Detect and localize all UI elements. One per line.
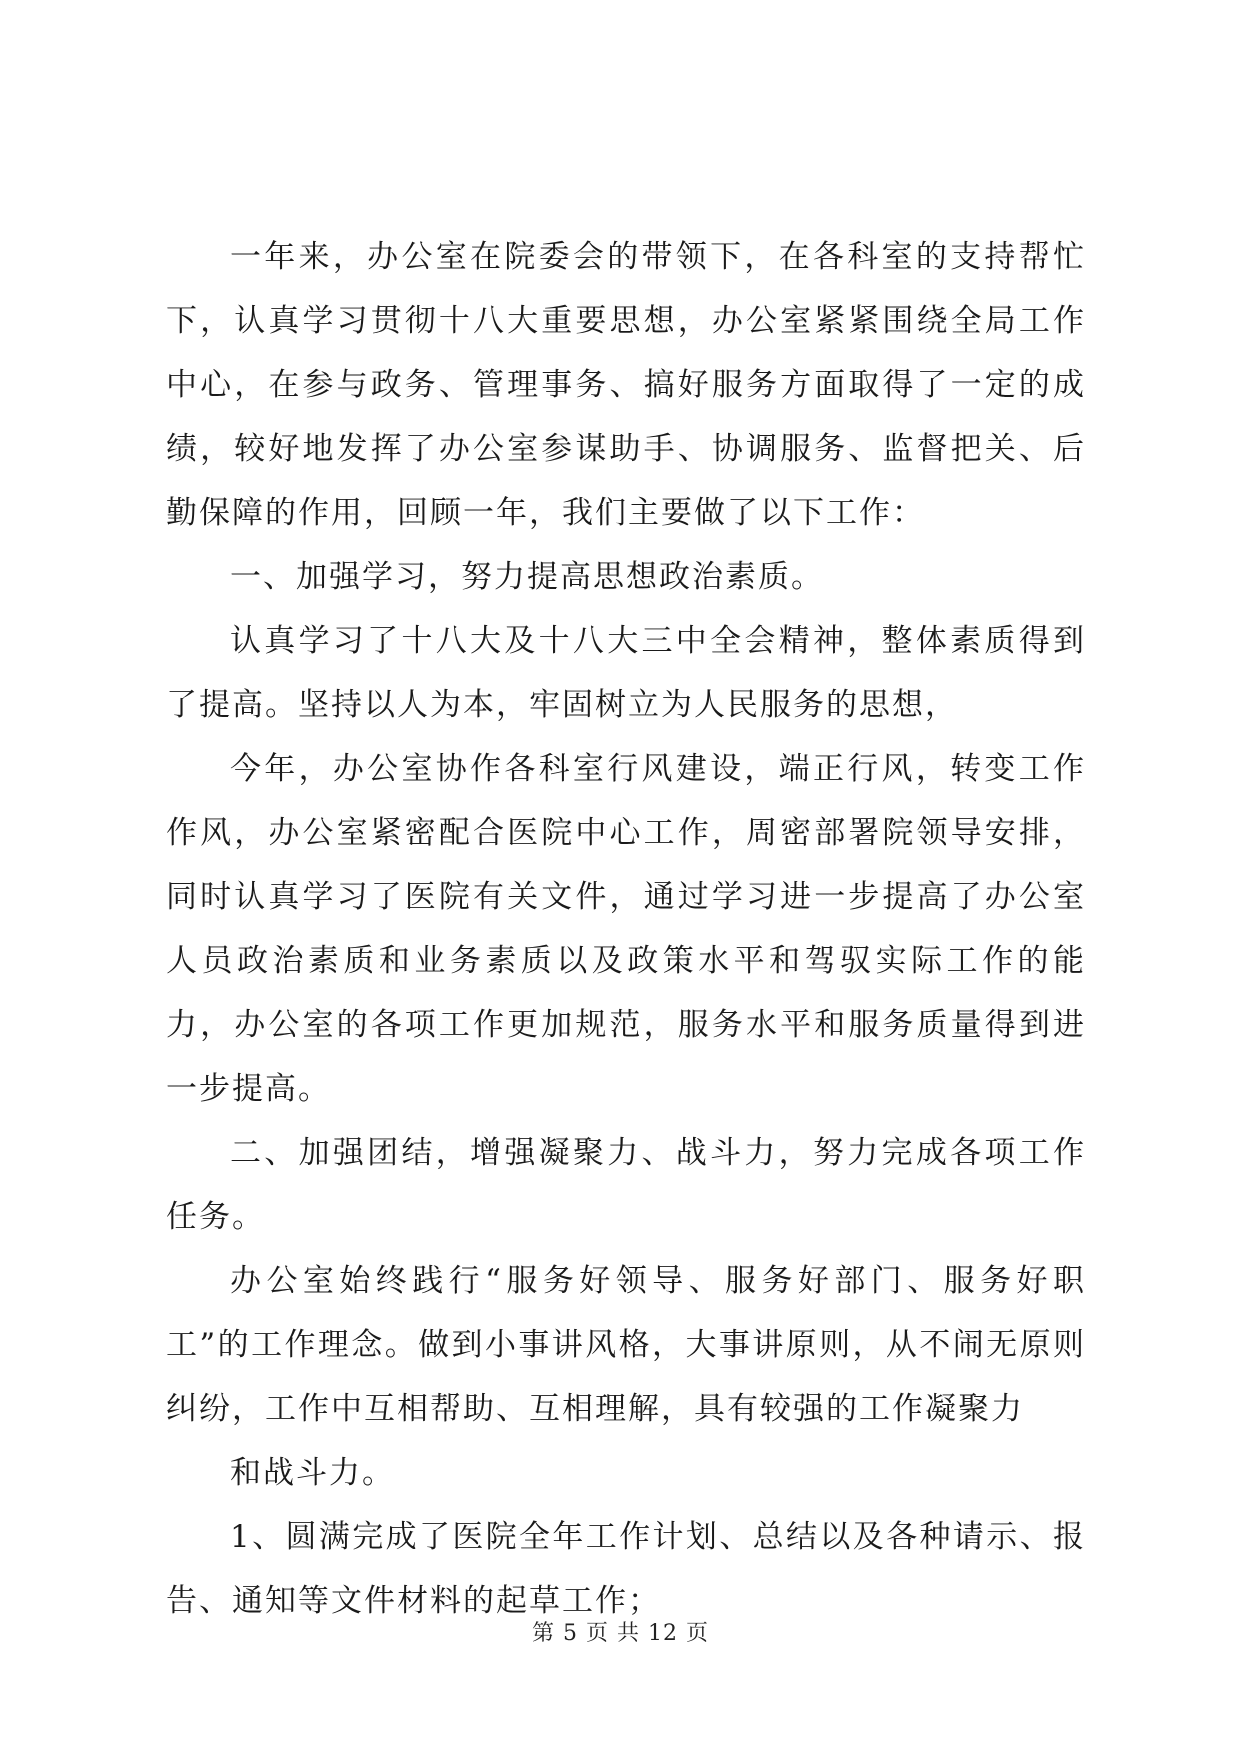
document-body bbox=[166, 225, 1086, 1633]
paragraph-service-concept: 办公室始终践行“服务好领导、服务好部门、服务好职工”的工作理念。做到小事讲风格，大事讲原则，从不闹无原则纠纷，工作中互相帮助、互相理解，具有较强的工作凝聚力 bbox=[166, 1263, 1086, 1427]
paragraph-fighting-power: 和战斗力。 bbox=[230, 1455, 395, 1491]
paragraph-study: 认真学习了十八大及十八大三中全会精神，整体素质得到了提高。坚持以人为本，牢固树立为人民服务的思想， bbox=[166, 623, 1086, 723]
heading-section-2: 二、加强团结，增强凝聚力、战斗力，努力完成各项工作任务。 bbox=[166, 1135, 1086, 1235]
list-item-1: 1、圆满完成了医院全年工作计划、总结以及各种请示、报告、通知等文件材料的起草工作； bbox=[166, 1519, 1086, 1619]
page-number-footer: 第 5 页 共 12 页 bbox=[532, 1621, 709, 1646]
paragraph-this-year: 今年，办公室协作各科室行风建设，端正行风，转变工作作风，办公室紧密配合医院中心工作，周密部署院领导安排，同时认真学习了医院有关文件，通过学习进一步提高了办公室人员政治素质和业务素质以及政策水平和驾驭实际工作的能力，办公室的各项工作更加规范，服务水平和服务质量得到进一步提高。 bbox=[166, 751, 1086, 1107]
heading-section-1: 一、加强学习，努力提高思想政治素质。 bbox=[230, 559, 824, 595]
paragraph-intro: 一年来，办公室在院委会的带领下，在各科室的支持帮忙下，认真学习贯彻十八大重要思想，办公室紧紧围绕全局工作中心，在参与政务、管理事务、搞好服务方面取得了一定的成绩，较好地发挥了办公室参谋助手、协调服务、监督把关、后勤保障的作用，回顾一年，我们主要做了以下工作： bbox=[166, 239, 1086, 531]
